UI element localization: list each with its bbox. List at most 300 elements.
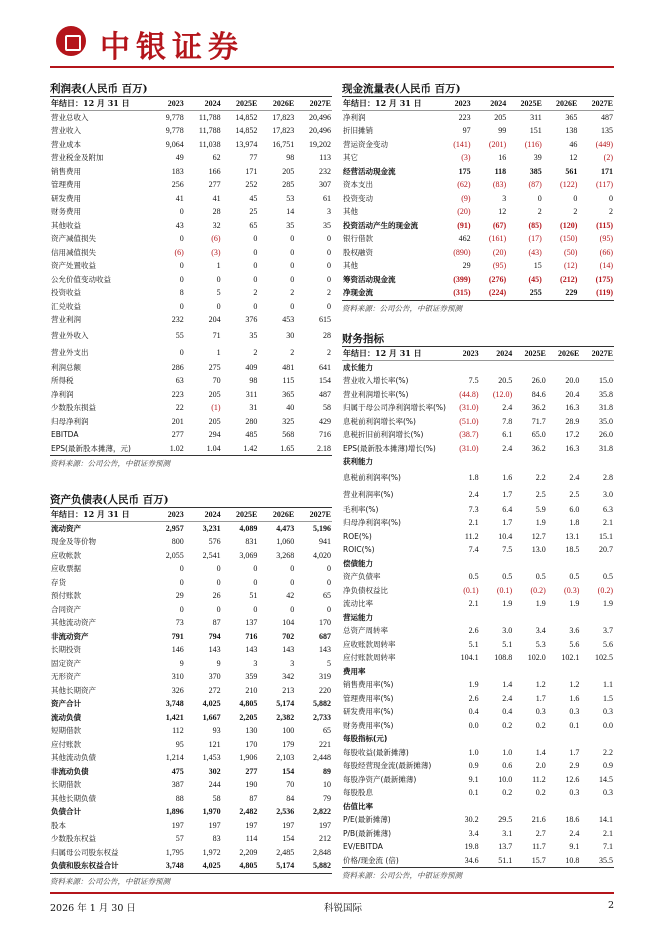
row-value: 232 [171,315,184,325]
row-value: 84.6 [531,389,546,399]
row-value: 29 [175,591,184,601]
year-end-label: 年结日：12 月 31 日 [343,98,422,108]
row-value: 0 [327,274,331,284]
row-label: 研发费用率(%) [343,707,394,717]
row-value: 83 [212,834,221,844]
row-value: 21.6 [531,815,546,825]
row-value: 277 [171,430,184,440]
row-value: 204 [208,315,221,325]
row-label: 资产减值损失 [51,234,96,244]
row-value: (3) [461,153,471,163]
row-label: 营业外收入 [51,330,89,340]
row-value: 15 [533,261,542,271]
row-value: (141) [453,139,471,149]
row-label: 归属于母公司净利润增长率(%) [343,403,446,413]
row-value: 171 [601,166,613,176]
row-value: 102.1 [561,653,580,663]
row-value: (0.2) [530,585,546,595]
row-label: 营业利润增长率(%) [343,389,409,399]
row-value: 26.0 [531,376,546,386]
table-row [50,388,332,402]
row-value: 143 [319,645,331,655]
row-label: 汇兑收益 [51,301,81,311]
row-value: 143 [245,645,258,655]
row-value: 2,485 [276,847,295,857]
row-value: 62 [212,153,221,163]
row-value: 7.3 [468,504,479,514]
row-value: 3.0 [502,626,513,636]
row-value: 232 [319,166,331,176]
table-row [342,111,614,125]
year-header: 2025E [524,349,546,358]
table-row [342,124,614,138]
row-value: (45) [528,274,542,284]
row-value: 14.5 [599,774,613,784]
row-value: 61 [323,193,331,203]
table-row [50,630,332,644]
row-value: (67) [492,220,507,230]
year-header: 2027E [309,99,331,108]
row-value: 1.04 [206,443,221,453]
row-label: 其他 [343,207,358,217]
row-value: 0 [290,274,295,284]
row-value: 4,805 [239,861,258,871]
row-value: 19.8 [464,842,479,852]
row-value: 11.2 [464,531,479,541]
row-value: 791 [171,631,184,641]
row-value: 2.7 [535,828,546,838]
table-row [342,178,614,192]
row-label: 价格/现金流 (倍) [343,855,399,865]
row-value: 0.2 [535,788,546,798]
row-value: (150) [560,234,578,244]
row-value: 275 [208,362,221,372]
row-value: 7.1 [603,842,613,852]
row-value: 97 [462,126,471,136]
table-row [50,428,332,442]
row-value: 12.6 [565,774,580,784]
row-value: 576 [208,537,221,547]
row-value: 0 [327,261,331,271]
row-value: 143 [282,645,295,655]
table-row [342,854,614,868]
row-label: 总资产周转率 [343,626,388,636]
row-value [446,557,480,571]
row-value: 2.4 [569,828,580,838]
row-value: 453 [282,315,295,325]
table-row [50,442,332,456]
row-value [547,611,581,625]
row-value: 9,778 [165,126,184,136]
row-label: 营业利润 [51,315,81,325]
row-label: 资产处置收益 [51,261,96,271]
row-label: 投资变动 [343,193,373,203]
table-header-row [50,97,332,111]
row-value: (9) [461,193,471,203]
row-label: P/E(最新摊薄) [343,815,391,825]
row-value: 10.4 [498,531,513,541]
row-label: 无形资产 [51,672,81,682]
row-value: 3,748 [165,861,184,871]
row-value: (276) [488,274,507,284]
section-title: 利润表(人民币 百万) [50,80,332,97]
row-value: 6.4 [502,504,513,514]
row-label: 长期借款 [51,780,81,790]
row-value: (95) [599,234,613,244]
row-value [547,800,581,814]
table-row [342,651,614,665]
table-row [342,584,614,598]
row-value: 13.1 [565,531,580,541]
row-label: 投资活动产生的现金流 [343,220,418,230]
row-value: (66) [599,247,613,257]
financial-ratios [342,330,614,881]
row-label: 每股指标(元) [343,734,388,744]
table-row [50,273,332,287]
year-header: 2024 [204,99,221,108]
row-value: (51.0) [459,416,479,426]
row-label: 负债合计 [51,807,81,817]
row-value: (43) [528,247,542,257]
table-row [50,657,332,671]
row-value: (50) [564,247,578,257]
row-label: 信用减值损失 [51,247,96,257]
row-value: 213 [282,685,295,695]
row-value: 0 [290,261,295,271]
row-value: 12 [569,153,578,163]
row-label: 财务费用 [51,207,81,217]
row-value: 2.4 [569,472,580,482]
row-label: 银行借款 [343,234,373,244]
year-header: 2025E [236,99,258,108]
row-value [580,361,614,375]
row-value: 154 [282,766,295,776]
row-value: 14.1 [599,815,613,825]
row-label: 营业外支出 [51,347,89,357]
row-value: 5.1 [502,639,513,649]
row-value: 31 [249,403,258,413]
row-value: 2,209 [239,847,258,857]
table-row [50,576,332,590]
row-value: 256 [171,180,184,190]
row-value: 1.9 [502,599,513,609]
row-value: 2,055 [165,550,184,560]
row-value: 5 [216,288,221,298]
row-value: 17.2 [565,430,580,440]
row-value: 223 [171,389,184,399]
row-value: 1,970 [202,807,221,817]
row-label: 每股净资产(最新摊薄) [343,774,417,784]
row-label: 获利能力 [343,457,373,467]
row-value: 166 [208,166,221,176]
row-value: 9 [216,658,221,668]
row-value [547,455,581,469]
row-label: EV/EBITDA [343,842,383,852]
row-label: 其他收益 [51,220,81,230]
table-row [342,840,614,854]
row-value [446,455,480,469]
row-value: 137 [245,618,258,628]
row-value: 0 [290,247,295,257]
row-value [480,557,514,571]
table-row [50,232,332,246]
row-label: P/B(最新摊薄) [343,828,392,838]
row-value: 40 [286,403,295,413]
row-value: 0.5 [468,572,479,582]
table-row [50,751,332,765]
row-value: 409 [245,362,258,372]
row-value: 2.1 [603,828,613,838]
row-value: 11,788 [198,113,221,122]
row-value: 179 [282,739,295,749]
row-value: 2 [290,288,295,298]
page-footer [50,897,614,915]
row-value: 5,174 [276,861,295,871]
income-table [50,97,332,455]
table-row [50,819,332,833]
row-value: 481 [282,362,295,372]
row-value: 2.4 [468,489,479,499]
row-label: 其他流动资产 [51,618,96,628]
row-value: 7.5 [468,376,479,386]
year-header: 2027E [591,349,613,358]
row-label: 合同资产 [51,604,81,614]
row-value: 1.4 [502,680,513,690]
row-value: (1) [211,403,221,413]
year-header: 2023 [167,99,184,108]
row-value [446,361,480,375]
table-row [342,273,614,287]
row-value: 0 [179,274,184,284]
row-value: 65.0 [531,430,546,440]
row-value: (115) [596,220,613,230]
row-value: 2.8 [603,472,613,482]
section-title: 资产负债表(人民币 百万) [50,491,332,508]
row-value: 112 [172,726,184,736]
row-value: 12.7 [531,531,546,541]
row-label: 流动比率 [343,599,373,609]
row-value: 1.6 [569,693,580,703]
row-value: 32 [212,220,221,230]
row-value: 121 [208,739,221,749]
row-value: 702 [282,631,295,641]
row-label: 现金及等价物 [51,537,96,547]
row-value: 0 [253,604,258,614]
row-value: (12) [564,261,578,271]
row-value: 36.2 [531,443,546,453]
row-value: 13,974 [235,139,258,149]
row-value: 197 [245,820,258,830]
row-value: 16,751 [272,139,295,149]
row-label: 应付账款 [51,739,81,749]
row-value: 1.9 [569,599,580,609]
row-value: 0 [573,193,578,203]
row-value: 3.0 [603,489,613,499]
year-header: 2026E [556,99,578,108]
row-value: (20) [492,247,507,257]
row-value [446,800,480,814]
row-value: 1.2 [535,680,546,690]
row-value: 2 [253,288,258,298]
row-value: 10 [323,780,331,790]
table-row [50,219,332,233]
table-row [342,259,614,273]
row-value: 30.2 [464,815,479,825]
row-value: 9,064 [165,139,184,149]
row-value: 0 [327,247,331,257]
row-value: 0.5 [569,572,580,582]
page-number: 2 [607,900,614,911]
row-value: 20.5 [498,376,513,386]
table-row [342,428,614,442]
row-value: 0 [216,577,221,587]
row-value: 1,214 [165,753,184,763]
row-value [580,455,614,469]
row-value: 0 [179,234,184,244]
row-label: EBITDA [51,430,79,440]
row-value: 2.18 [317,443,331,453]
row-value: 2.4 [502,403,513,413]
row-value: 151 [529,126,542,136]
row-value: 1.4 [535,747,546,757]
row-value: 0 [327,301,331,311]
row-label: 非流动资产 [51,631,89,641]
source-note: 资料来源：公司公告，中银证券预测 [50,455,332,469]
row-value: 2,448 [313,753,331,763]
footer-company: 科锐国际 [324,903,363,914]
row-value: 10.8 [565,855,580,865]
row-value: 487 [601,113,613,122]
table-row [342,205,614,219]
row-value: 4,025 [202,699,221,709]
row-value: 311 [530,113,542,122]
row-value: 205 [494,113,507,122]
header-rule [50,66,614,68]
row-value: 2.4 [502,443,513,453]
table-row [50,178,332,192]
row-label: EPS(最新股本摊薄，元) [51,443,131,453]
row-value: 5,882 [313,861,331,871]
row-value: 29.5 [498,815,513,825]
row-value: 18.6 [565,815,580,825]
row-value [446,611,480,625]
row-value: (31.0) [459,403,479,413]
row-value: 2.4 [502,693,513,703]
row-value: 9.1 [468,774,479,784]
row-label: 费用率 [343,666,366,676]
table-row [342,286,614,300]
row-value: (3) [211,247,221,257]
row-value: 11.7 [532,842,546,852]
row-value: 98 [286,153,295,163]
table-row [50,603,332,617]
row-value: 9,778 [165,113,184,122]
row-value: 49 [175,153,184,163]
row-value: 307 [319,180,331,190]
row-label: 归母净利润 [51,416,89,426]
row-value: 35.5 [599,855,613,865]
row-value: 73 [175,618,184,628]
row-label: 营业收入增长率(%) [343,376,409,386]
row-value: 104 [282,618,295,628]
row-value: 35 [323,220,331,230]
cashflow-table [342,97,614,300]
row-value: (119) [596,288,613,298]
row-value: 16.3 [565,403,580,413]
row-value: 0 [253,234,258,244]
row-value: 143 [208,645,221,655]
row-value: 1,896 [165,807,184,817]
row-value: 0 [253,301,258,311]
row-label: 应收票据 [51,564,81,574]
row-value: 365 [565,113,578,122]
row-value [580,557,614,571]
row-value: 12 [498,207,507,217]
row-label: 营业收入 [51,126,81,136]
row-value: 0.9 [468,761,479,771]
row-value: 95 [175,739,184,749]
row-value: 93 [212,726,221,736]
row-value: 114 [245,834,258,844]
row-value: 205 [282,166,295,176]
row-label: 销售费用率(%) [343,680,394,690]
row-value: 5.6 [603,639,613,649]
row-value: 5.3 [535,639,546,649]
row-value: 462 [458,234,471,244]
row-label: 存货 [51,577,66,587]
row-value [480,665,514,679]
row-value: 0 [327,564,331,574]
row-value [513,557,547,571]
row-label: 筹资活动现金流 [343,274,396,284]
row-value: 294 [208,430,221,440]
table-row [342,813,614,827]
row-label: 每股经营现金流(最新摊薄) [343,761,432,771]
row-value [513,611,547,625]
row-value: 146 [171,645,184,655]
row-label: 息税前利润增长率(%) [343,416,416,426]
row-value: 2 [253,347,258,357]
row-value: (44.8) [459,389,479,399]
row-value: 170 [319,618,331,628]
row-value: 79 [323,793,331,803]
row-value: 0 [179,604,184,614]
row-label: 资产负债率 [343,572,381,582]
row-label: 其它 [343,153,358,163]
row-value: 255 [529,288,542,298]
row-value: 2.0 [535,761,546,771]
row-value: 687 [319,631,331,641]
row-label: 非流动负债 [51,766,89,776]
row-value: 2.2 [535,472,546,482]
row-value: 35 [286,220,295,230]
row-value [580,611,614,625]
row-value: 70 [286,780,295,790]
row-value [547,665,581,679]
table-row [50,670,332,684]
row-value: 138 [565,126,578,136]
footer-date: 2026 年 1 月 30 日 [50,903,136,914]
row-value: 2,205 [239,712,258,722]
row-value: 104.1 [460,653,479,663]
table-row [342,442,614,456]
row-value: (17) [528,234,542,244]
table-row [50,374,332,388]
row-value: 0.4 [468,707,479,717]
row-label: 营业成本 [51,139,81,149]
table-row [50,805,332,819]
row-value: 2 [327,288,331,298]
